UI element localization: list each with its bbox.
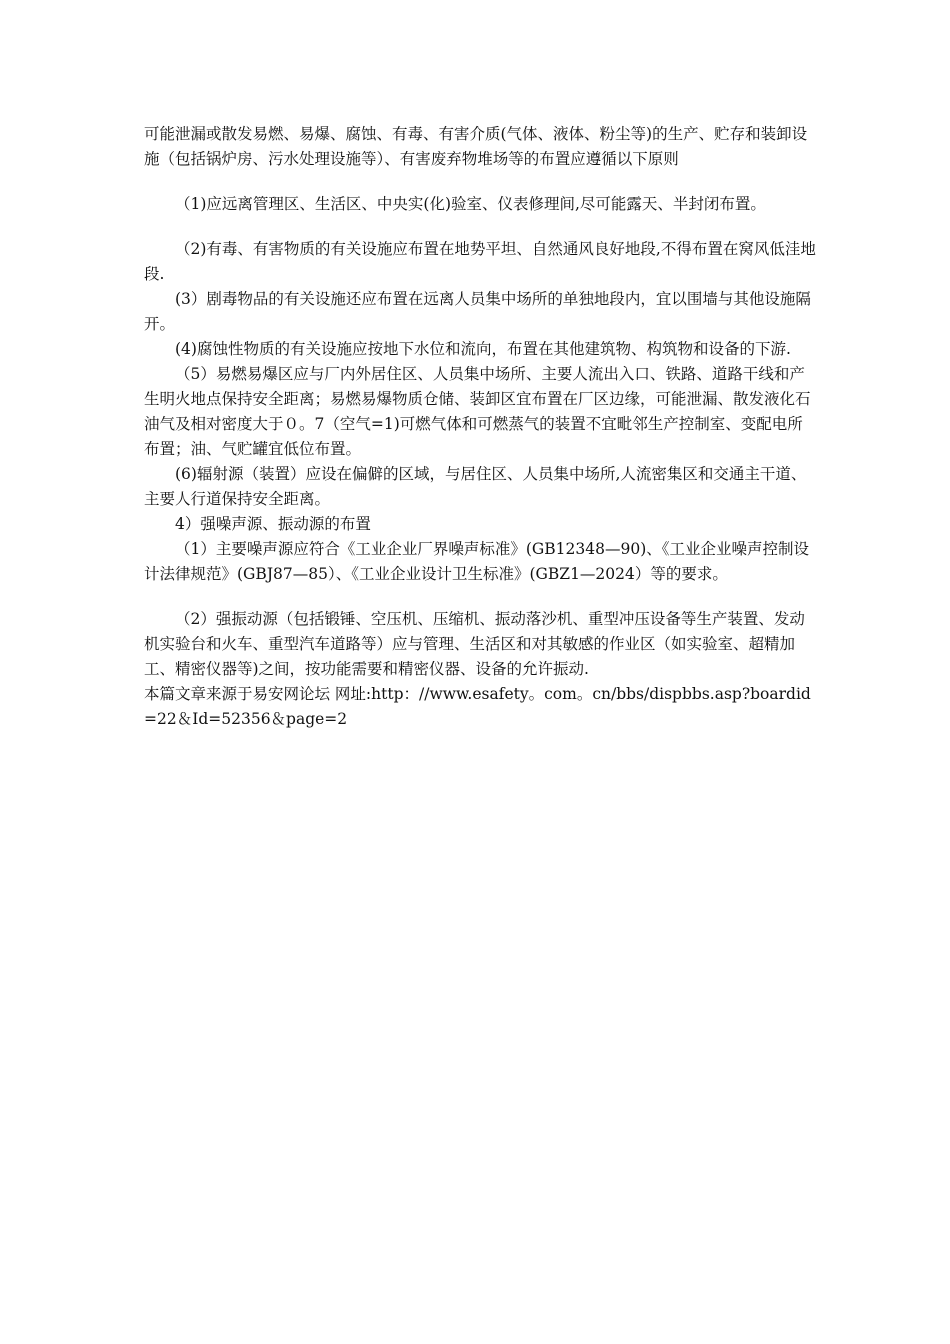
spacer (144, 217, 816, 237)
spacer (144, 587, 816, 607)
section-heading-noise-vibration: 4）强噪声源、振动源的布置 (175, 515, 371, 533)
rule-paragraph-6: (6)辐射源（装置）应设在偏僻的区域，与居住区、人员集中场所,人流密集区和交通主干道、主要人行道保持安全距离。 (144, 465, 807, 508)
intro-paragraph: 可能泄漏或散发易燃、易爆、腐蚀、有毒、有害介质(气体、液体、粉尘等)的生产、贮存和装卸设施（包括锅炉房、污水处理设施等）、有害废弃物堆场等的布置应遵循以下原则 (144, 125, 808, 168)
rule-paragraph-3: (3）剧毒物品的有关设施还应布置在远离人员集中场所的单独地段内，宜以围墙与其他设施隔开。 (144, 290, 811, 333)
rule-paragraph-2: （2)有毒、有害物质的有关设施应布置在地势平坦、自然通风良好地段,不得布置在窝风低洼地段. (144, 240, 816, 283)
rule-paragraph-5: （5）易燃易爆区应与厂内外居住区、人员集中场所、主要人流出入口、铁路、道路干线和产生明火地点保持安全距离；易燃易爆物质仓储、装卸区宜布置在厂区边缘，可能泄漏、散发液化石油气及相对密度大于０。7（空气=1)可燃气体和可燃蒸气的装置不宜毗邻生产控制室、变配电所布置；油、气贮罐宜低位布置。 (144, 365, 811, 458)
rule-paragraph-4: (4)腐蚀性物质的有关设施应按地下水位和流向，布置在其他建筑物、构筑物和设备的下游. (175, 340, 791, 358)
rule-paragraph-1: （1)应远离管理区、生活区、中央实(化)验室、仪表修理间,尽可能露天、半封闭布置。 (175, 195, 766, 213)
vibration-paragraph-2: （2）强振动源（包括锻锤、空压机、压缩机、振动落沙机、重型冲压设备等生产装置、发动机实验台和火车、重型汽车道路等）应与管理、生活区和对其敏感的作业区（如实验室、超精加工、精密仪器等)之间，按功能需要和精密仪器、设备的允许振动. (144, 610, 805, 678)
noise-paragraph-1: （1）主要噪声源应符合《工业企业厂界噪声标准》(GB12348—90)、《工业企业噪声控制设计法律规范》(GBJ87—85）、《工业企业设计卫生标准》(GBZ1—2024）等的要求。 (144, 540, 810, 583)
document-body (144, 122, 816, 732)
source-note: 本篇文章来源于易安网论坛 网址:http：//www.esafety。com。cn/bbs/dispbbs.asp?boardid=22＆Id=52356＆page=2 (144, 685, 811, 728)
spacer (144, 172, 816, 192)
